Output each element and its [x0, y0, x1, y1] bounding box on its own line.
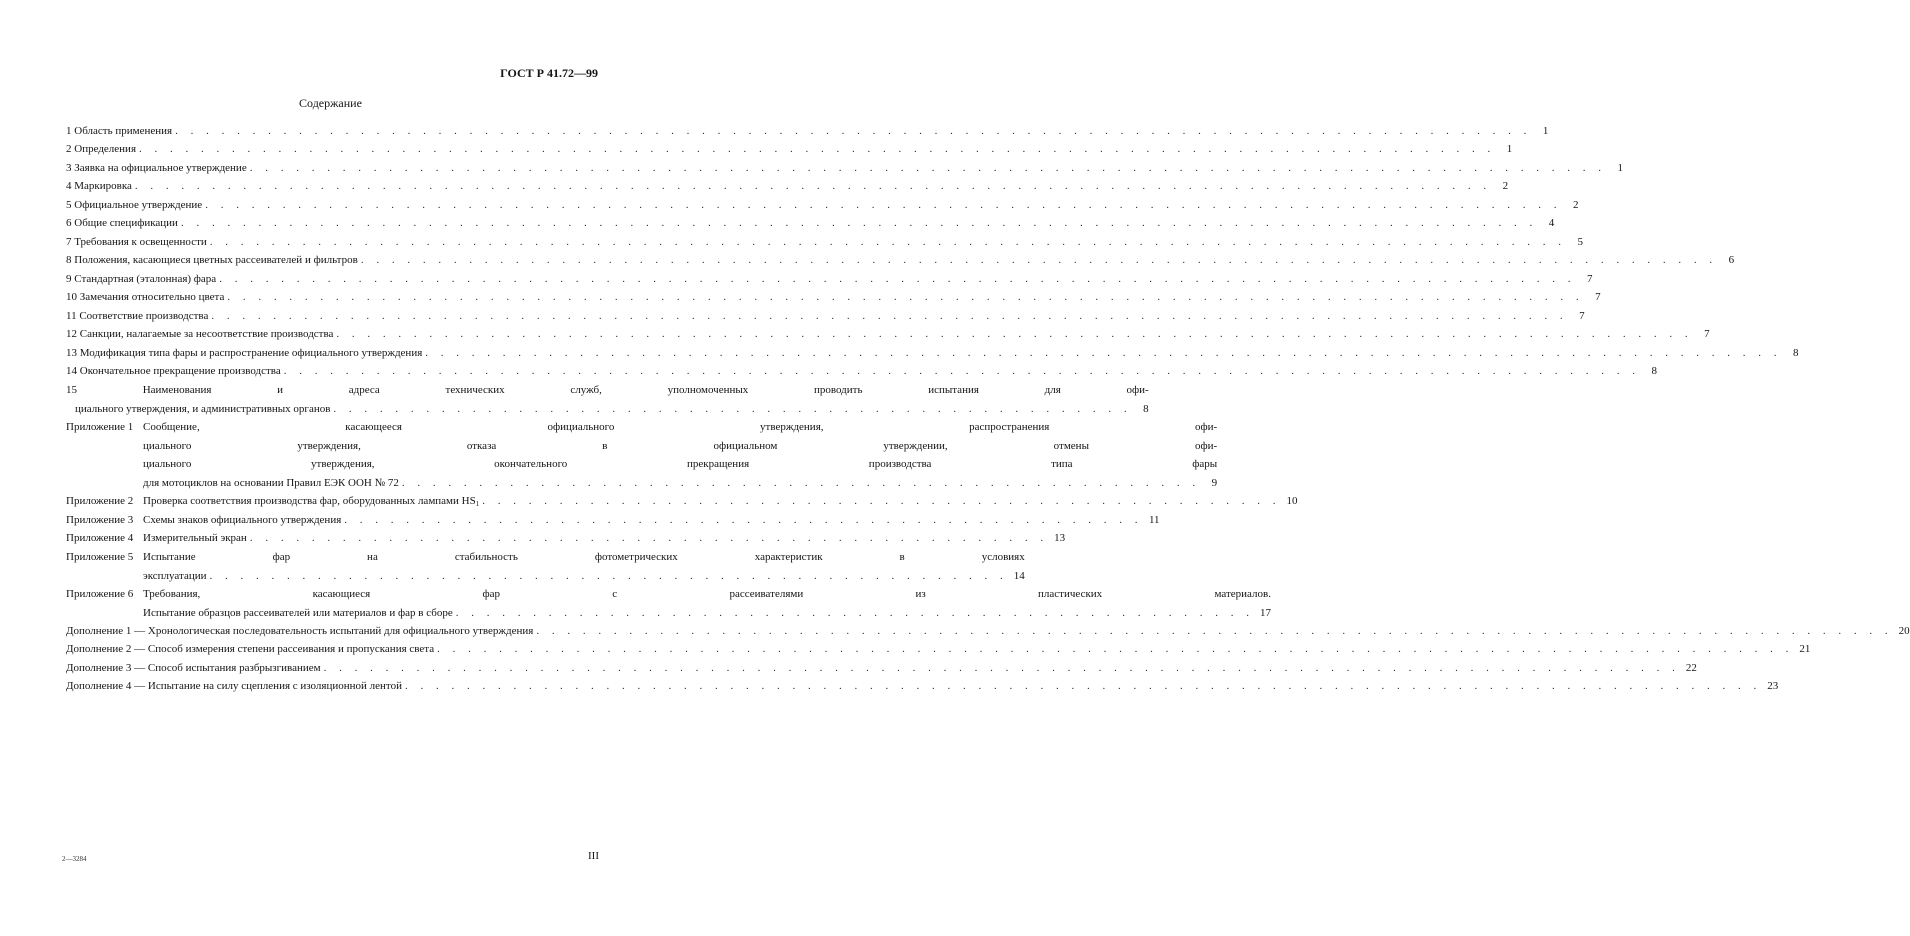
- appendix-prefix: Приложение 2: [66, 495, 134, 507]
- leader-dots: [405, 680, 1761, 693]
- toc-appendix-6[interactable]: [66, 588, 1271, 620]
- toc-entry-6[interactable]: [66, 217, 1555, 231]
- toc-entry-label: Дополнение 2 — Способ измерения степени рассеивания и пропускания света: [66, 643, 435, 656]
- toc-entry-label: 10 Замечания относительно цвета: [66, 291, 225, 304]
- toc-entry-label: 9 Стандартная (эталонная) фара: [66, 272, 217, 285]
- toc-entry-page: 8: [1793, 346, 1799, 359]
- toc-entry-page: 13: [1054, 532, 1066, 545]
- toc-entry-label: 4 Маркировка: [66, 180, 132, 193]
- toc-entry-page: 1: [1542, 124, 1549, 137]
- toc-entry-line: Требования, касающиеся фар с рассеивателями из пластических материалов.: [143, 588, 1271, 601]
- toc-entry-page: 20: [1898, 624, 1910, 637]
- leader-dots: [250, 532, 1048, 545]
- toc-entry-line: Схемы знаков официального утверждения: [143, 513, 342, 526]
- toc-appendix-3[interactable]: [66, 513, 1160, 527]
- leader-dots: [324, 662, 1680, 675]
- toc-entry-4[interactable]: [66, 180, 1509, 194]
- toc-entry-line: эксплуатации: [143, 569, 207, 582]
- toc-entry-label: 7 Требования к освещенности: [66, 235, 207, 248]
- toc-entry-page: 2: [1572, 198, 1579, 211]
- toc-entry-page: 1: [1617, 161, 1623, 174]
- leader-dots: [135, 180, 1491, 193]
- toc-supplement-1[interactable]: [66, 624, 1910, 638]
- leader-dots: [402, 477, 1200, 490]
- leader-dots: [536, 625, 1892, 638]
- toc-entry-line: Сообщение, касающееся официального утверждения, распространения офи-: [143, 421, 1218, 433]
- toc-entry-label: 12 Санкции, налагаемые за несоответствие производства: [66, 328, 334, 341]
- toc-entry-14[interactable]: [66, 365, 1657, 379]
- appendix-prefix: Приложение 5: [66, 551, 134, 564]
- appendix-prefix: Приложение 1: [66, 421, 134, 433]
- toc-entry-label: 5 Официальное утверждение: [66, 198, 203, 211]
- toc-entry-label: 1 Область применения: [66, 124, 173, 137]
- toc-entry-page: 4: [1548, 217, 1555, 230]
- toc-entry-label: 11 Соответствие производства: [66, 309, 209, 322]
- leader-dots: [211, 310, 1567, 323]
- toc-entry-page: 17: [1259, 606, 1271, 619]
- leader-dots: [139, 143, 1495, 156]
- toc-entry-8[interactable]: [66, 254, 1735, 268]
- toc-entry-15[interactable]: [66, 384, 1149, 416]
- toc-entry-1[interactable]: [66, 124, 1549, 138]
- leader-dots: [456, 607, 1254, 620]
- appendix-prefix: Приложение 3: [66, 513, 134, 526]
- toc-appendix-5[interactable]: [66, 551, 1025, 583]
- toc-entry-page: 23: [1767, 680, 1779, 693]
- document-code: ГОСТ Р 41.72—99: [500, 66, 598, 80]
- toc-entry-page: 10: [1286, 495, 1298, 507]
- toc-entry-line: 15 Наименования и адреса технических служб, уполномоченных проводить испытания для офи-: [66, 384, 1149, 396]
- toc-entry-5[interactable]: [66, 198, 1579, 212]
- toc-entry-label: 14 Окончательное прекращение производства: [66, 365, 281, 378]
- toc-entry-label: 2 Определения: [66, 143, 137, 156]
- toc-entry-label: Дополнение 1 — Хронологическая последовательность испытаний для официального утверждения: [66, 624, 534, 637]
- toc-entry-line: Испытание образцов рассеивателей или материалов и фар в сборе: [143, 606, 453, 619]
- toc-entry-page: 8: [1651, 365, 1657, 378]
- toc-entry-page: 14: [1013, 569, 1025, 582]
- page-title: Содержание: [299, 96, 362, 110]
- toc-entry-page: 11: [1148, 513, 1160, 526]
- print-code: 2—3284: [62, 855, 87, 863]
- toc-appendix-1[interactable]: [66, 421, 1218, 490]
- toc-entry-label: 13 Модификация типа фары и распространение официального утверждения: [66, 346, 423, 359]
- leader-dots: [181, 217, 1537, 230]
- leader-dots: [205, 199, 1561, 212]
- toc-entry-line: циального утверждения, окончательного прекращения производства типа фары: [143, 458, 1218, 470]
- toc-entry-line: Испытание фар на стабильность фотометрических характеристик в условиях: [143, 551, 1025, 564]
- leader-dots: [219, 273, 1575, 286]
- toc-entry-label: Дополнение 4 — Испытание на силу сцепления с изоляционной лентой: [66, 680, 402, 693]
- toc-entry-label: 6 Общие спецификации: [66, 217, 178, 230]
- toc-entry-line: Измерительный экран: [143, 532, 247, 545]
- toc-entry-3[interactable]: [66, 161, 1623, 175]
- toc-entry-page: 22: [1685, 661, 1697, 674]
- subscript: 1: [475, 500, 480, 508]
- toc-entry-13[interactable]: [66, 346, 1799, 360]
- toc-entry-page: 7: [1579, 309, 1585, 322]
- toc-entry-page: 2: [1502, 180, 1509, 193]
- toc-entry-11[interactable]: [66, 309, 1585, 323]
- toc-entry-page: 7: [1595, 291, 1601, 304]
- leader-dots: [250, 162, 1606, 175]
- appendix-prefix: Приложение 4: [66, 532, 134, 545]
- toc-entry-10[interactable]: [66, 291, 1601, 305]
- appendix-prefix: Приложение 6: [66, 588, 134, 601]
- leader-dots: [344, 514, 1142, 527]
- toc-entry-page: 7: [1704, 328, 1710, 341]
- page-number: III: [588, 850, 599, 862]
- leader-dots: [210, 570, 1008, 583]
- toc-supplement-2[interactable]: [66, 643, 1811, 657]
- leader-dots: [437, 643, 1793, 656]
- toc-entry-page: 7: [1586, 272, 1593, 285]
- leader-dots: [227, 291, 1583, 304]
- toc-entry-label: 3 Заявка на официальное утверждение: [66, 161, 247, 174]
- toc-entry-9[interactable]: [66, 272, 1593, 286]
- leader-dots: [284, 365, 1640, 378]
- leader-dots: [361, 254, 1717, 267]
- leader-dots: [175, 125, 1531, 138]
- leader-dots: [425, 347, 1781, 360]
- leader-dots: [210, 236, 1566, 249]
- toc-supplement-4[interactable]: [66, 680, 1779, 694]
- toc-entry-page: 8: [1143, 402, 1149, 415]
- toc-entry-page: 21: [1799, 643, 1811, 656]
- toc-entry-12[interactable]: [66, 328, 1710, 342]
- toc-appendix-4[interactable]: [66, 532, 1066, 545]
- leader-dots: [333, 403, 1131, 416]
- toc-entry-7[interactable]: [66, 235, 1584, 249]
- toc-entry-label: Дополнение 3 — Способ испытания разбрызгиванием: [66, 661, 321, 674]
- leader-dots: [482, 495, 1280, 508]
- leader-dots: [336, 328, 1692, 341]
- toc-entry-page: 5: [1577, 235, 1584, 248]
- toc-entry-label: 8 Положения, касающиеся цветных рассеивателей и фильтров: [66, 254, 358, 267]
- toc-entry-2[interactable]: [66, 143, 1513, 157]
- toc-entry-page: 9: [1211, 476, 1218, 489]
- toc-entry-line: для мотоциклов на основании Правил ЕЭК ООН № 72: [143, 476, 399, 489]
- toc-entry-line: циального утверждения, и административных органов: [75, 402, 331, 415]
- toc-entry-page: 1: [1506, 143, 1513, 156]
- toc-entry-line: циального утверждения, отказа в официальном утверждении, отмены офи-: [143, 439, 1218, 452]
- toc-entry-line: Проверка соответствия производства фар, оборудованных лампами $HS_1$: [143, 495, 480, 508]
- toc-appendix-2[interactable]: [66, 495, 1298, 508]
- toc-entry-page: 6: [1728, 254, 1735, 267]
- table-of-contents: [66, 124, 1910, 699]
- toc-supplement-3[interactable]: [66, 661, 1697, 675]
